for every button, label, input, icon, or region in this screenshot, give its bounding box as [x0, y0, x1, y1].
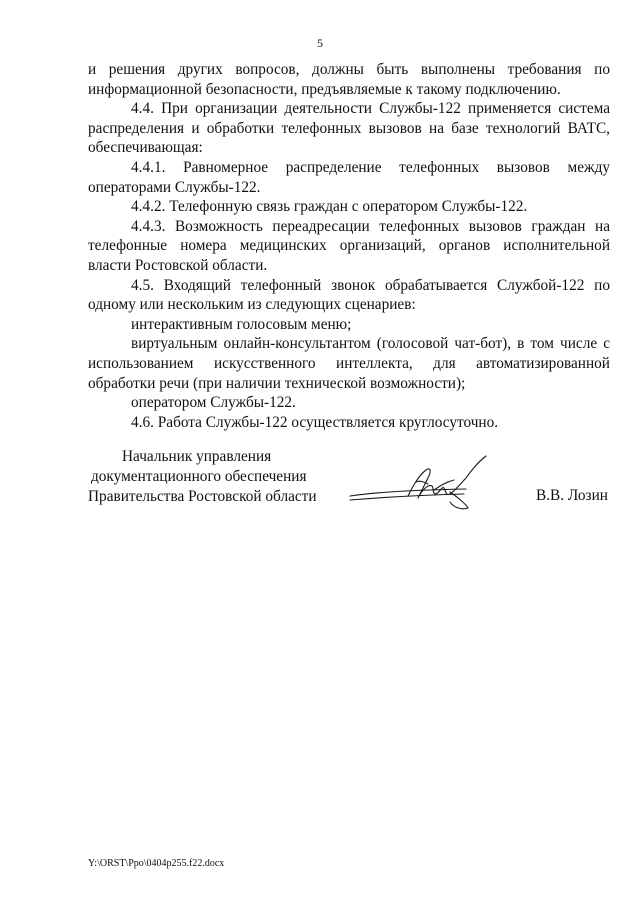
signer-position-line: документационного обеспечения: [91, 468, 307, 485]
signer-position: [88, 447, 317, 507]
paragraph: оператором Службы-122.: [131, 394, 296, 412]
document-body: [88, 60, 610, 432]
paragraph: 4.5. Входящий телефонный звонок обрабатывается Службой-122 по одному или нескольким из следующих сценариев:: [88, 276, 610, 314]
paragraph: и решения других вопросов, должны быть выполнены требования по информационной безопасности, предъявляемые к такому подключению.: [88, 61, 610, 98]
file-path: Y:\ORST\Ppo\0404p255.f22.docx: [88, 858, 225, 869]
paragraph: 4.4.2. Телефонную связь граждан с оператором Службы-122.: [131, 198, 528, 216]
paragraph: интерактивным голосовым меню;: [131, 315, 352, 333]
signer-position-line: Правительства Ростовской области: [88, 488, 317, 505]
paragraph: 4.4. При организации деятельности Службы-122 применяется система распределения и обработки телефонных вызовов на базе технологий ВАТС, обеспечивающая:: [88, 100, 610, 157]
paragraph: 4.4.1. Равномерное распределение телефонных вызовов между операторами Службы-122.: [88, 158, 610, 196]
paragraph: 4.6. Работа Службы-122 осуществляется круглосуточно.: [131, 413, 499, 431]
paragraph: виртуальным онлайн-консультантом (голосовой чат-бот), в том числе с использованием искусственного интеллекта, для автоматизированной обработки речи (при наличии технической возможности);: [88, 335, 610, 392]
paragraph: 4.4.3. Возможность переадресации телефонных вызовов граждан на телефонные номера медицинских организаций, органов исполнительной власти Ростовской области.: [88, 217, 610, 274]
page-number: 5: [317, 36, 323, 50]
signer-name: В.В. Лозин: [536, 487, 608, 504]
handwritten-signature: [346, 452, 506, 522]
signer-position-line: Начальник управления: [122, 448, 272, 465]
